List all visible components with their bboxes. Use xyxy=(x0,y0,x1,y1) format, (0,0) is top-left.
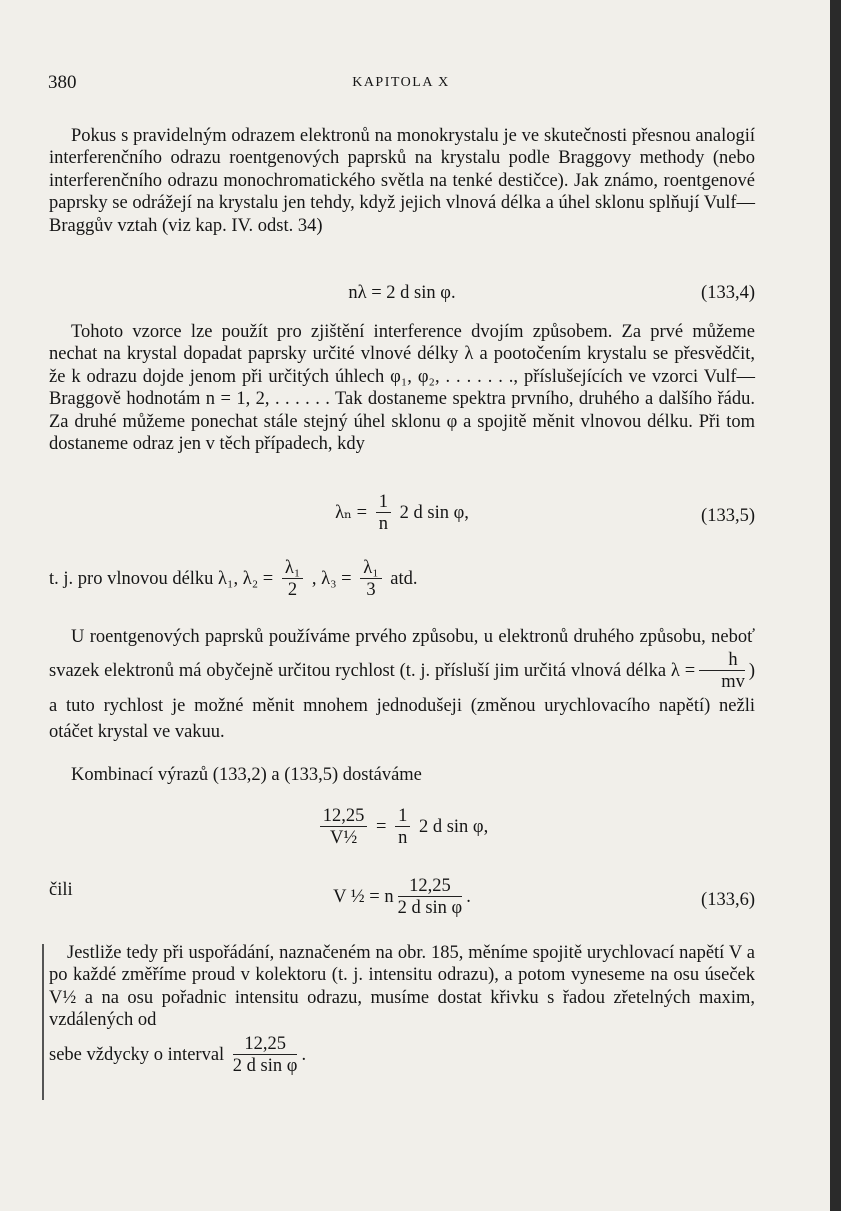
wavelength-line: t. j. pro vlnovou délku λ₁, λ₂ = $\frac{\text{λ₁}}{2}$ , λ₃ = $\frac{\text{λ₁}}{3}$ atd. xyxy=(49,558,418,600)
paragraph-3: U roentgenových paprsků používáme prvého způsobu, u elektronů druhého způsobu, neboť svazek elektronů má obyčejně určitou rychlost (t. j. přísluší jim určitá vlnová délka λ = $\frac{h}{mv}$ ) a tuto rychlost je možné měnit mnohem jednodušeji (změnou urychlovacího napětí) nežli otáčet krystal ve vakuu. xyxy=(49,627,755,742)
page-number: 380 xyxy=(48,72,77,93)
rhs: 2 d sin φ, xyxy=(399,502,469,523)
chapter-title: KAPITOLA X xyxy=(352,75,450,90)
equation-number: (133,4) xyxy=(701,283,755,303)
equation-number: (133,5) xyxy=(701,506,755,526)
paragraph-4: Kombinací výrazů (133,2) a (133,5) dostáváme xyxy=(71,765,422,785)
equation-combined: $\frac{12,25}{\text{V½}}$ = $\frac{1}{n}$ 2 d sin φ, xyxy=(49,806,755,858)
paragraph-2: Tohoto vzorce lze použít pro zjištění interference dvojím způsobem. Za prvé můžeme nechat na krystal dopadat paprsky určité vlnové délky λ a pootočením krystalu se přesvědčit, že k odrazu dojde jenom při určitých úhlech φ₁, φ₂, . . . . . . ., příslušejících ve vzorci Vulf—Braggově hodnotám n = 1, 2, . . . . . . Tak dostaneme spektra prvního, druhého a dalšího řádu. Za druhé můžeme ponechat stále stejný úhel sklonu φ a spojitě měnit vlnovou délku. Při tom dostaneme odraz jen v těch případech, kdy xyxy=(49,322,755,455)
fraction-h-mv: $\frac{h}{mv}$ xyxy=(699,650,745,693)
equation-number: (133,6) xyxy=(701,890,755,910)
paragraph-5: Jestliže tedy při uspořádání, naznačeném na obr. 185, měníme spojitě urychlovací napětí V a po každé změříme proud v kolektoru (t. j. intensitu odrazu), a potom vyneseme na osu úseček V½ a na osu pořadnic intensitu odrazu, musíme dostat křivku s řadou zřetelných maxim, vzdálených od xyxy=(49,943,755,1031)
fraction-lambda-2: $\frac{\text{λ₁}}{2}$ xyxy=(282,558,303,601)
lhs: λₙ = xyxy=(335,502,368,523)
equation-133-6: čili V ½ = n $\frac{12,25}{\text{2 d sin φ}}$ . (133,6) xyxy=(49,876,755,918)
margin-mark xyxy=(42,944,44,1100)
cili-label: čili xyxy=(49,880,73,900)
equation-133-4 xyxy=(49,283,755,309)
equation-body: nλ = 2 d sin φ. xyxy=(348,283,456,303)
fraction: $\frac{1}{n}$ xyxy=(376,492,391,535)
running-header xyxy=(48,72,754,96)
interval-line: sebe vždycky o interval $\frac{12,25}{\text{2 d sin φ}}$ . xyxy=(49,1034,307,1076)
page-edge-shadow xyxy=(830,0,841,1211)
equation-133-5 xyxy=(49,492,755,544)
paragraph-1: Pokus s pravidelným odrazem elektronů na monokrystalu je ve skutečnosti přesnou analogií interferenčního odrazu roentgenových paprsků na krystalu podle Braggovy methody (nebo interferenčního odrazu monochromatického světla na tenké destičce). Jak známo, roentgenové paprsky se odrážejí na krystalu jen tehdy, když jejich vlnová délka a úhel sklonu splňují Vulf—Braggův vztah (viz kap. IV. odst. 34) xyxy=(49,126,755,236)
fraction-lambda-3: $\frac{\text{λ₁}}{3}$ xyxy=(360,558,381,601)
